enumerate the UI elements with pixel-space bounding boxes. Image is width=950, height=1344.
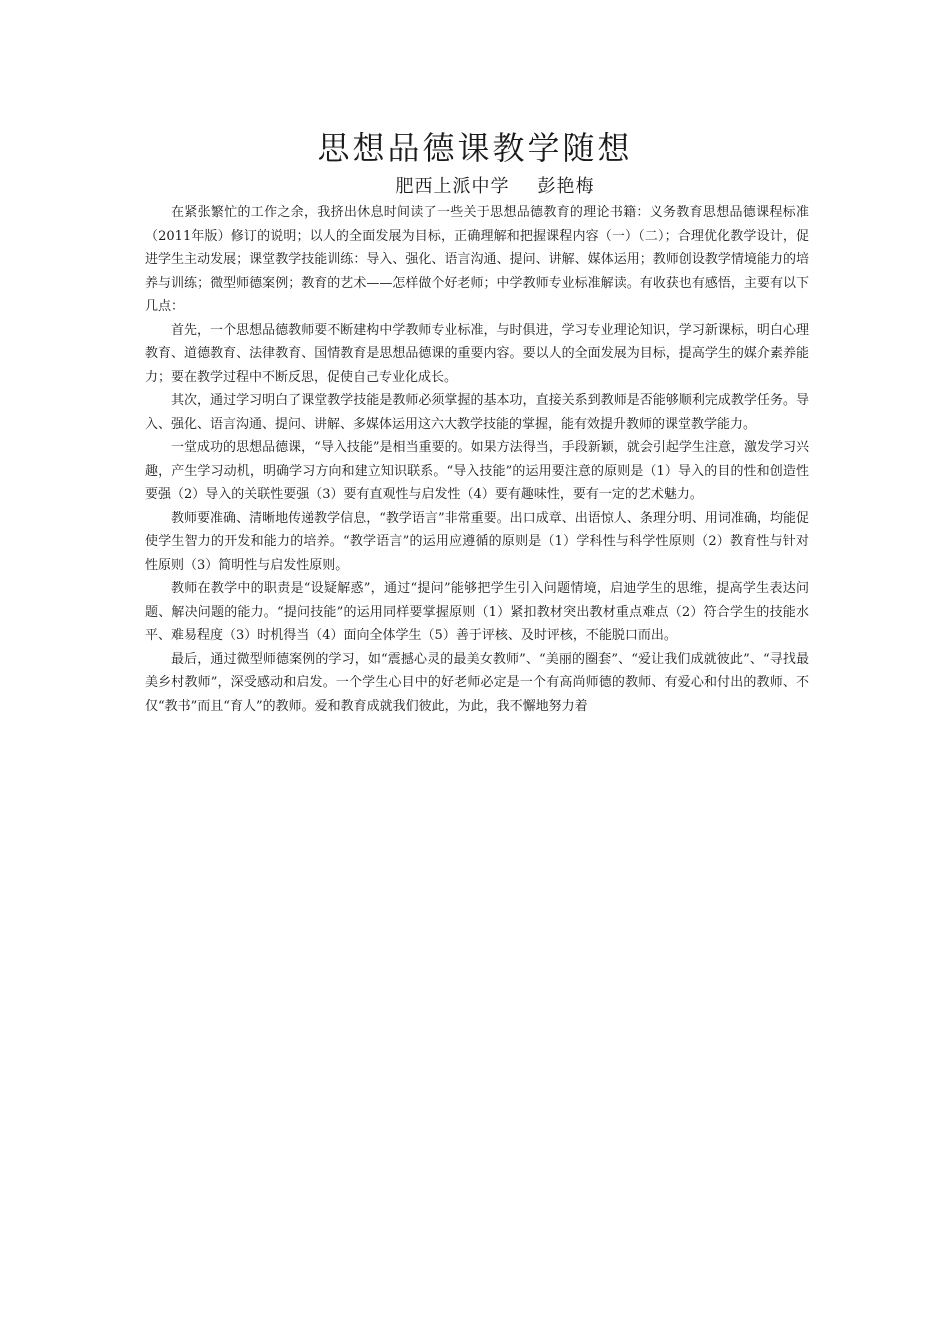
paragraph: 一堂成功的思想品德课，“导入技能”是相当重要的。如果方法得当，手段新颖，就会引起学生注意，激发学习兴趣，产生学习动机，明确学习方向和建立知识联系。“导入技能”的运用要注意的原则是（1）导入的目的性和创造性要强（2）导入的关联性要强（3）要有直观性与启发性（4）要有趣味性，要有一定的艺术魅力。 bbox=[145, 440, 809, 502]
author-name: 彭艳梅 bbox=[537, 176, 595, 197]
paragraph: 其次，通过学习明白了课堂教学技能是教师必须掌握的基本功，直接关系到教师是否能够顺利完成教学任务。导入、强化、语言沟通、提问、讲解、多媒体运用这六大教学技能的掌握，能有效提升教师的课堂教学能力。 bbox=[145, 393, 809, 432]
document-title: 思想品德课教学随想 bbox=[317, 129, 633, 167]
paragraph: 最后，通过微型师德案例的学习，如“震撼心灵的最美女教师”、“美丽的圈套”、“爱让我们成就彼此”、“寻找最美乡村教师”，深受感动和启发。一个学生心目中的好老师必定是一个有高尚师德的教师、有爱心和付出的教师、不仅“教书”而且“育人”的教师。爱和教育成就我们彼此，为此，我不懈地努力着 bbox=[145, 651, 809, 714]
paragraph: 首先，一个思想品德教师要不断建构中学教师专业标准，与时俱进，学习专业理论知识，学习新课标，明白心理教育、道德教育、法律教育、国情教育是思想品德课的重要内容。要以人的全面发展为目标，提高学生的媒介素养能力；要在教学过程中不断反思，促使自己专业化成长。 bbox=[145, 322, 809, 385]
paragraph: 在紧张繁忙的工作之余，我挤出休息时间读了一些关于思想品德教育的理论书籍：义务教育思想品德课程标准（2011年版）修订的说明；以人的全面发展为目标，正确理解和把握课程内容（一）（二）；合理优化教学设计，促进学生主动发展；课堂教学技能训练：导入、强化、语言沟通、提问、讲解、媒体运用；教师创设教学情境能力的培养与训练；微型师德案例；教育的艺术——怎样做个好老师；中学教师专业标准解读。有收获也有感悟，主要有以下几点： bbox=[145, 205, 809, 314]
paragraph: 教师在教学中的职责是“设疑解惑”，通过“提问”能够把学生引入问题情境，启迪学生的思维，提高学生表达问题、解决问题的能力。“提问技能”的运用同样要掌握原则（1）紧扣教材突出教材重点难点（2）符合学生的技能水平、难易程度（3）时机得当（4）面向全体学生（5）善于评核、及时评核，不能脱口而出。 bbox=[145, 581, 809, 643]
article-body bbox=[145, 201, 809, 718]
byline bbox=[0, 174, 950, 200]
paragraph: 教师要准确、清晰地传递教学信息，“教学语言”非常重要。出口成章、出语惊人、条理分明、用词准确，均能促使学生智力的开发和能力的培养。“教学语言”的运用应遵循的原则是（1）学科性与科学性原则（2）教育性与针对性原则（3）简明性与启发性原则。 bbox=[145, 510, 809, 573]
school-name: 肥西上派中学 bbox=[395, 176, 510, 197]
